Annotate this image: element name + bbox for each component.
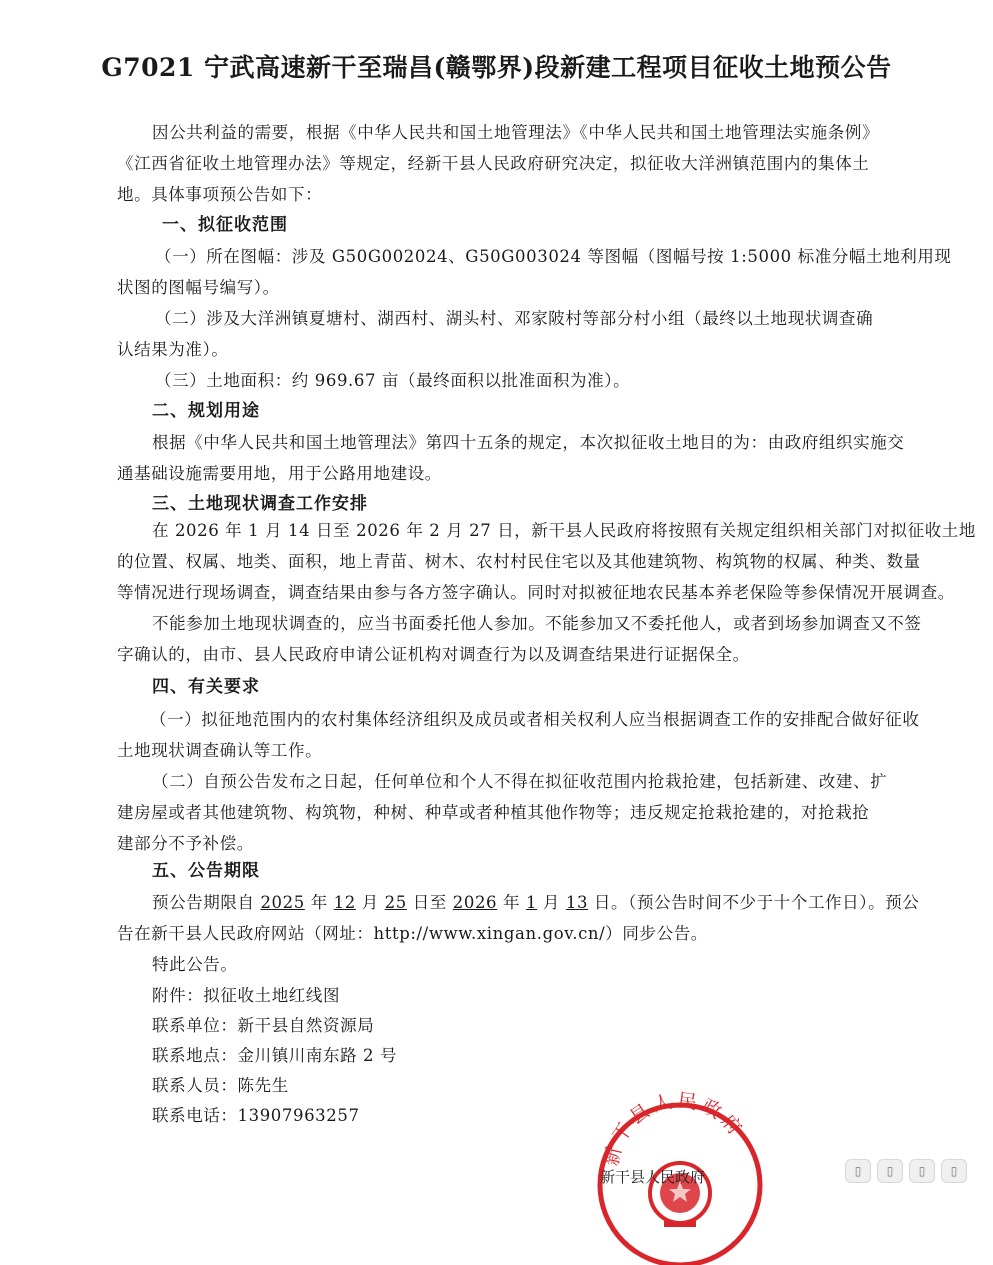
s3-p1-line-3: 等情况进行现场调查，调查结果由参与各方签字确认。同时对拟被征地农民基本养老保险等参保情况开展调查。 <box>117 583 955 602</box>
start-year: 2025 <box>260 893 305 912</box>
end-month: 1 <box>525 893 538 912</box>
contact-person: 联系人员：陈先生 <box>152 1076 289 1095</box>
s5-text: 月 <box>355 893 385 912</box>
section-5-heading: 五、公告期限 <box>152 861 260 881</box>
closing-text: 特此公告。 <box>152 955 238 974</box>
s5-line-2: 告在新干县人民政府网站（网址：http://www.xingan.gov.cn/）同步公告。 <box>117 924 708 943</box>
watermark-chip-icon: ▯ <box>877 1159 903 1183</box>
intro-line-3: 地。具体事项预公告如下： <box>117 185 323 204</box>
watermark-chip-icon: ▯ <box>909 1159 935 1183</box>
s3-p1-line-1: 在 2026 年 1 月 14 日至 2026 年 2 月 27 日，新干县人民政府将按照有关规定组织相关部门对拟征收土地 <box>152 521 977 540</box>
section-1-heading: 一、拟征收范围 <box>162 215 288 235</box>
watermark-icons <box>845 1158 980 1184</box>
contact-unit: 联系单位：新干县自然资源局 <box>152 1016 375 1035</box>
seal-signature-text: 新干县人民政府 <box>600 1168 706 1186</box>
document-title: G7021 宁武高速新干至瑞昌(赣鄂界)段新建工程项目征收土地预公告 <box>101 53 892 82</box>
s1-item-2-line-1: （二）涉及大洋洲镇夏塘村、湖西村、湖头村、邓家陂村等部分村小组（最终以土地现状调查确 <box>155 309 874 328</box>
end-year: 2026 <box>452 893 498 912</box>
s2-line-1: 根据《中华人民共和国土地管理法》第四十五条的规定，本次拟征收土地目的为：由政府组织实施交 <box>152 433 905 452</box>
section-3-heading: 三、土地现状调查工作安排 <box>152 494 368 514</box>
s5-pre: 预公告期限自 <box>152 893 261 912</box>
section-4-heading: 四、有关要求 <box>152 677 260 697</box>
s1-item-2-line-2: 认结果为准）。 <box>117 340 229 359</box>
s4-item-1-line-2: 土地现状调查确认等工作。 <box>117 741 323 760</box>
s4-item-2-line-2: 建房屋或者其他建筑物、构筑物，种树、种草或者种植其他作物等；违反规定抢栽抢建的，对抢栽抢 <box>117 803 870 822</box>
section-2-heading: 二、规划用途 <box>152 401 260 421</box>
s1-item-1-line-1: （一）所在图幅：涉及 G50G002024、G50G003024 等图幅（图幅号按 1:5000 标准分幅土地利用现 <box>155 247 952 266</box>
contact-address: 联系地点：金川镇川南东路 2 号 <box>152 1046 398 1065</box>
s5-text: 年 <box>304 893 334 912</box>
s3-p2-line-2: 字确认的，由市、县人民政府申请公证机构对调查行为以及调查结果进行证据保全。 <box>117 645 750 664</box>
intro-line-1: 因公共利益的需要，根据《中华人民共和国土地管理法》《中华人民共和国土地管理法实施条例》 <box>152 123 880 142</box>
s5-post: 日。（预公告时间不少于十个工作日）。预公 <box>588 893 920 912</box>
s3-p1-line-2: 的位置、权属、地类、面积，地上青苗、树木、农村村民住宅以及其他建筑物、构筑物的权属、种类、数量 <box>117 552 921 571</box>
svg-text:新干县人民政府 <box>600 1090 748 1168</box>
s4-item-1-line-1: （一）拟征地范围内的农村集体经济组织及成员或者相关权利人应当根据调查工作的安排配合做好征收 <box>150 710 920 729</box>
attachment-line: 附件：拟征收土地红线图 <box>152 986 341 1005</box>
s4-item-2-line-1: （二）自预公告发布之日起，任何单位和个人不得在拟征收范围内抢栽抢建，包括新建、改建、扩 <box>152 772 888 791</box>
s1-item-3: （三）土地面积：约 969.67 亩（最终面积以批准面积为准）。 <box>155 371 631 390</box>
watermark-chip-icon: ▯ <box>845 1159 871 1183</box>
s1-item-1-line-2: 状图的图幅号编写）。 <box>117 278 280 297</box>
s5-line-1 <box>152 887 919 918</box>
s4-item-2-line-3: 建部分不予补偿。 <box>117 834 254 853</box>
start-day: 25 <box>384 893 407 912</box>
s2-line-2: 通基础设施需要用地，用于公路用地建设。 <box>117 464 442 483</box>
s5-text: 日至 <box>406 893 453 912</box>
s3-p2-line-1: 不能参加土地现状调查的，应当书面委托他人参加。不能参加又不委托他人，或者到场参加调查又不签 <box>152 614 922 633</box>
seal-ring-text: 新干县人民政府 <box>600 1089 749 1169</box>
intro-line-2: 《江西省征收土地管理办法》等规定，经新干县人民政府研究决定，拟征收大洋洲镇范围内的集体土 <box>117 154 870 173</box>
start-month: 12 <box>333 893 356 912</box>
contact-phone: 联系电话：13907963257 <box>152 1106 360 1125</box>
watermark-chip-icon: ▯ <box>941 1159 967 1183</box>
s5-text: 月 <box>537 893 566 912</box>
end-day: 13 <box>565 893 589 912</box>
s5-text: 年 <box>497 893 526 912</box>
